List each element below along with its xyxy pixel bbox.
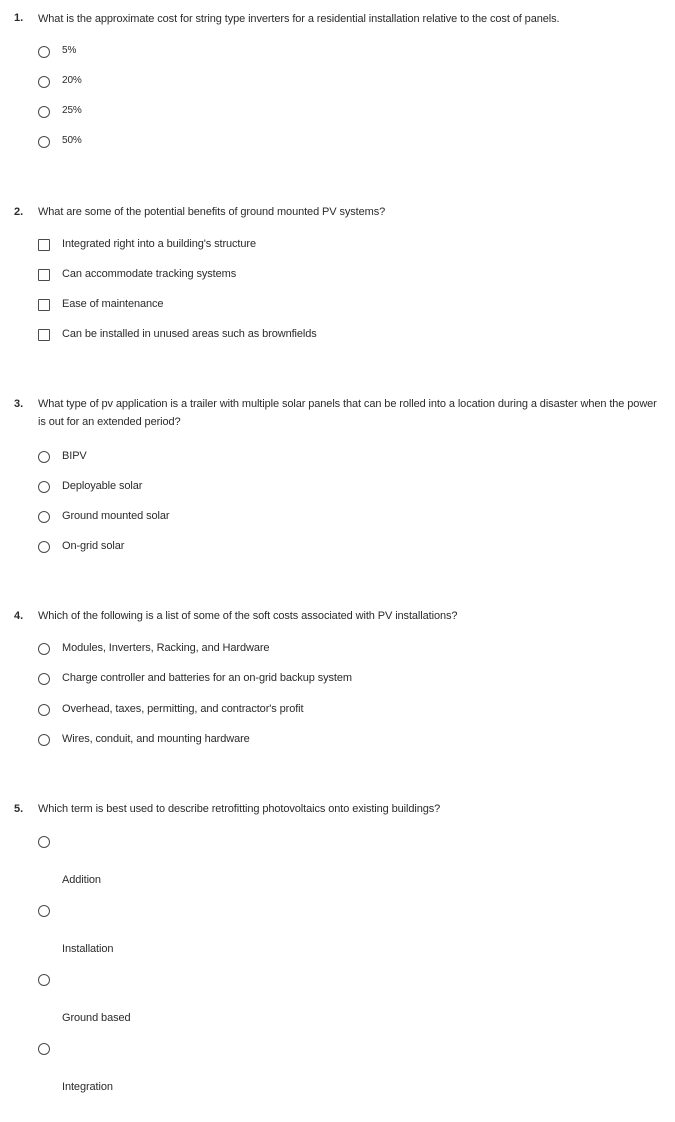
question-number: 3. xyxy=(14,398,24,410)
option-label: Ease of maintenance xyxy=(62,298,164,310)
question-number: 1. xyxy=(14,12,24,24)
checkbox[interactable] xyxy=(38,239,50,251)
option-label: 50% xyxy=(62,135,82,146)
radio-button[interactable] xyxy=(38,136,50,148)
option-label: Integration xyxy=(62,1081,113,1093)
checkbox[interactable] xyxy=(38,299,50,311)
option-label: 25% xyxy=(62,105,82,116)
radio-button[interactable] xyxy=(38,974,50,986)
radio-button[interactable] xyxy=(38,704,50,716)
question-number: 4. xyxy=(14,610,24,622)
radio-button[interactable] xyxy=(38,511,50,523)
radio-button[interactable] xyxy=(38,76,50,88)
radio-button[interactable] xyxy=(38,836,50,848)
question-text: What type of pv application is a trailer with multiple solar panels that can be rolled into a location during a disaster when the power is out for an extended period? xyxy=(38,398,657,428)
question-number: 5. xyxy=(14,803,24,815)
radio-button[interactable] xyxy=(38,673,50,685)
option-label: Installation xyxy=(62,943,114,955)
option-label: Overhead, taxes, permitting, and contractor's profit xyxy=(62,703,304,715)
checkbox[interactable] xyxy=(38,269,50,281)
question-text: Which term is best used to describe retrofitting photovoltaics onto existing buildings? xyxy=(38,803,441,815)
radio-button[interactable] xyxy=(38,451,50,463)
radio-button[interactable] xyxy=(38,643,50,655)
option-label: Charge controller and batteries for an on-grid backup system xyxy=(62,672,352,684)
option-label: Ground based xyxy=(62,1012,131,1024)
option-label: Modules, Inverters, Racking, and Hardware xyxy=(62,642,270,654)
radio-button[interactable] xyxy=(38,541,50,553)
option-label: Integrated right into a building's structure xyxy=(62,238,256,250)
radio-button[interactable] xyxy=(38,481,50,493)
question-text: What are some of the potential benefits of ground mounted PV systems? xyxy=(38,206,386,218)
radio-button[interactable] xyxy=(38,46,50,58)
option-label: Wires, conduit, and mounting hardware xyxy=(62,733,250,745)
option-label: Can accommodate tracking systems xyxy=(62,268,237,280)
radio-button[interactable] xyxy=(38,106,50,118)
option-label: Can be installed in unused areas such as brownfields xyxy=(62,328,317,340)
question-text: Which of the following is a list of some of the soft costs associated with PV installations? xyxy=(38,610,458,622)
question-text: What is the approximate cost for string type inverters for a residential installation relative to the cost of panels. xyxy=(38,13,560,25)
checkbox[interactable] xyxy=(38,329,50,341)
radio-button[interactable] xyxy=(38,1043,50,1055)
option-label: BIPV xyxy=(62,450,87,462)
option-label: 20% xyxy=(62,75,82,86)
option-label: Addition xyxy=(62,874,101,886)
question-number: 2. xyxy=(14,206,24,218)
option-label: Ground mounted solar xyxy=(62,510,170,522)
radio-button[interactable] xyxy=(38,905,50,917)
radio-button[interactable] xyxy=(38,734,50,746)
option-label: 5% xyxy=(62,45,77,56)
option-label: Deployable solar xyxy=(62,480,143,492)
option-label: On-grid solar xyxy=(62,540,125,552)
